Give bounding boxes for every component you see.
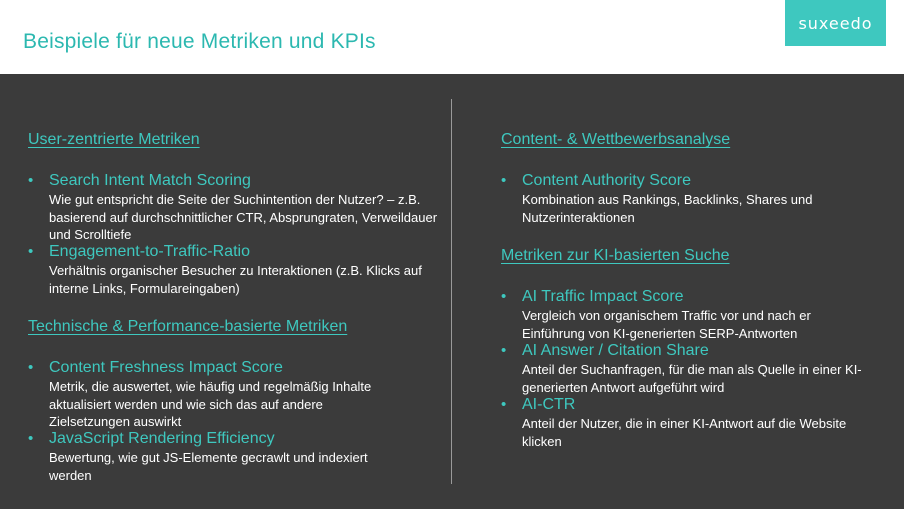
item-description: Metrik, die auswertet, wie häufig und regelmäßig Inhalte aktualisiert werden und wie sich das auf andere Zielsetzungen auswirkt [49,379,372,429]
item-title: AI-CTR [522,396,576,413]
item-title: AI Traffic Impact Score [522,288,684,305]
column-divider [451,99,452,484]
suxeedo-logo: suxeedo [785,0,886,46]
item-description: Bewertung, wie gut JS-Elemente gecrawlt und indexiert werden [49,450,368,483]
bullet-icon: • [501,172,507,189]
bullet-icon: • [501,396,507,413]
section-title-ai-search: Metriken zur KI-basierten Suche [501,247,730,264]
bullet-icon: • [501,342,507,359]
item-title: Content Authority Score [522,172,691,189]
item-title: Search Intent Match Scoring [49,172,251,189]
item-title: JavaScript Rendering Efficiency [49,430,275,447]
slide-body [0,74,904,509]
bullet-icon: • [28,172,34,189]
item-title: Engagement-to-Traffic-Ratio [49,243,250,260]
item-title: Content Freshness Impact Score [49,359,283,376]
bullet-icon: • [501,288,507,305]
slide-title: Beispiele für neue Metriken und KPIs [23,30,376,53]
item-description: Anteil der Nutzer, die in einer KI-Antwort auf die Website klicken [522,416,847,449]
item-title: AI Answer / Citation Share [522,342,709,359]
slide-header [0,0,904,74]
bullet-icon: • [28,359,34,376]
bullet-icon: • [28,430,34,447]
section-title-user-metrics: User-zentrierte Metriken [28,131,200,148]
item-description: Vergleich von organischem Traffic vor und nach er Einführung von KI-generierten SERP-Antworten [522,308,811,341]
section-title-content-analysis: Content- & Wettbewerbsanalyse [501,131,731,148]
bullet-icon: • [28,243,34,260]
section-title-technical-metrics: Technische & Performance-basierte Metriken [28,318,348,335]
item-description: Anteil der Suchanfragen, für die man als Quelle in einer KI-generierten Antwort aufgeführt wird [522,362,862,395]
item-description: Wie gut entspricht die Seite der Suchintention der Nutzer? – z.B. basierend auf durchschnittlicher CTR, Absprungraten, Verweildauer und Scrolltiefe [49,192,438,242]
item-description: Kombination aus Rankings, Backlinks, Shares und Nutzerinteraktionen [522,192,813,225]
item-description: Verhältnis organischer Besucher zu Interaktionen (z.B. Klicks auf interne Links, Formulareingaben) [49,263,422,296]
